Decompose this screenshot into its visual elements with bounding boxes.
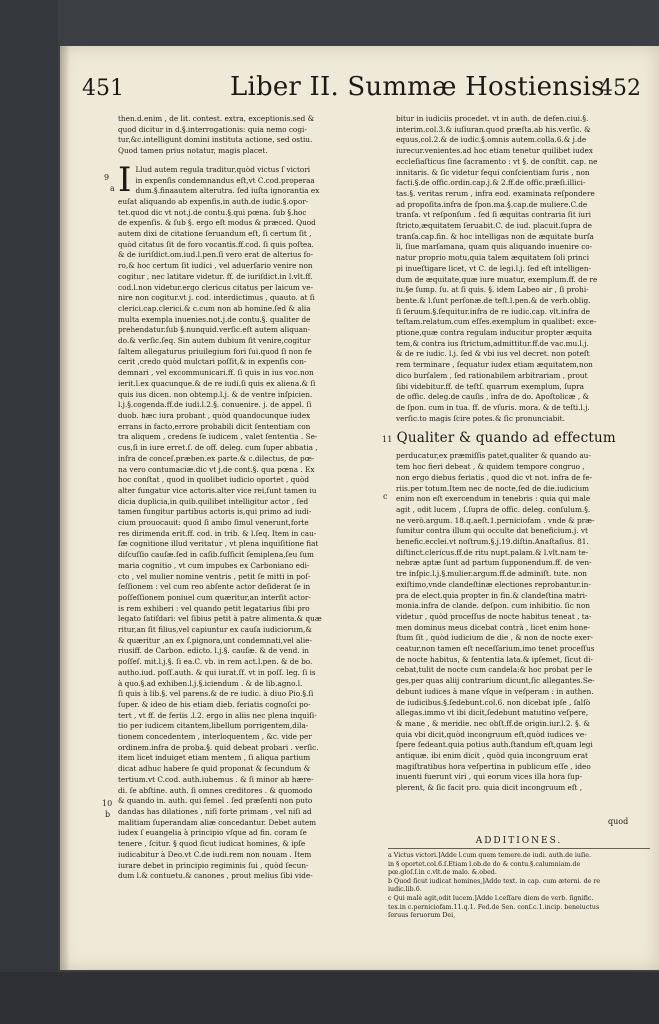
text-line: di. ſe abſtine. auth. ſi omnes creditores . & quomodo xyxy=(118,785,313,795)
margin-letter-b: b xyxy=(105,810,111,819)
text-line: dum de æquitate,quæ iure muatur, exemplum.ff. de re xyxy=(396,274,598,284)
text-line: interim.col.3.& iuſiuran.quod præſta.ab his.verſic. & xyxy=(396,124,591,134)
additiones-note: in § oportet.col.6.ſ.Etiam l.ob.de do & contu.§.calumniam.de xyxy=(388,860,581,868)
text-line: poſſeſ. mit.l.j.§. ſi ea.C. vb. in rem act.l.pen. & de bo. xyxy=(118,657,313,667)
text-line: tert , vt ff. de feriis .l.2. ergo in aliis nec plena inquiſi- xyxy=(118,710,317,720)
text-line: quia vbi dicit,quòd incongruum eſt,quòd iudices ve- xyxy=(396,729,587,739)
text-line: quis ius dicen. non obtemp.l.j. & de ventre inſpicien. xyxy=(118,389,313,399)
text-line: poſſeſſionem poniuel cum quæritur,an interſit actor- xyxy=(118,592,311,602)
text-line: hoc conſtat , quod in quolibet iudicio oportet , quòd xyxy=(118,475,310,485)
text-line: in expenſis condemnandus eſt,vt C.cod.properaa xyxy=(135,175,315,185)
text-line: & quæritur ,an ex ſ.pignora,unt condemnati,vel alie- xyxy=(118,635,312,645)
margin-letter-a: a xyxy=(110,184,115,193)
text-line: ſtricto,æquitatem ſeruabit.C. de iud. placuit.ſupra de xyxy=(396,221,592,231)
text-line: tre inſpic.l.j.§.mulier.argum.ff.de adminiſt. tute. non xyxy=(396,569,587,579)
additiones-note: a Victus victori.]Adde l.cum quem temere.de iudi. auth.de iuſie. xyxy=(388,852,592,859)
text-line: quod dicitur in d.§.interrogationis: quia nemo cogi- xyxy=(118,124,307,134)
text-line: diſcuſſio cauſæ.ſed in caſib.ſuſſicit ſemiplena,ſeu ſum xyxy=(118,550,314,560)
running-head xyxy=(60,72,659,108)
text-line: tertium.vt C.cod. auth.iubemus . & ſi minor ab hære- xyxy=(118,774,314,784)
text-line: tenere , ſcitur. § quod ſicut iudicat homines, & ipſe xyxy=(118,839,306,849)
text-line: tas.§. veritas rerum , infra eod. examinata reſpondere xyxy=(396,188,595,198)
text-line: tamen fungitur partibus actoris is,qui primo ad iudi- xyxy=(118,507,312,517)
text-line: cto , vel mulier nomine ventris , petit ſe mitti in poſ- xyxy=(118,571,311,581)
text-line: teſtam.relatum.cum eſſes.exemplum in qualibet: exce- xyxy=(396,317,597,327)
text-line: l.j.§.cogenda.ff.de iudi.l.2.§. conuenire. j. de appel. ſi xyxy=(118,400,312,410)
text-line: ad propoſita.infra de ſpon.ma.§.cap.de muliere.C.de xyxy=(396,199,588,209)
text-line: tet.quod dic vt not.j.de contu.§.qui pœna. ſub §.hoc xyxy=(118,207,307,217)
text-line: tranſa. vt reſponſum . ſed ſi æquitas contraria ſit iuri xyxy=(396,210,591,220)
text-line: ſi ſeruum.§.ſequitur.infra de re iudic.cap. vlt.infra de xyxy=(396,306,590,316)
margin-number-10: 10 xyxy=(102,799,113,808)
text-line: videtur , quòd proceſſus de nocte habitus teneat , ta- xyxy=(396,611,592,621)
text-line: cogitur , nec latitare videtur. ff. de iuriſdict.in l.vlt.ff. xyxy=(118,271,313,281)
text-line: ſumitur contra illum qui occulte dat beneficium.j. vt xyxy=(396,526,588,536)
text-line: de ſpon. cum in tua. ff. de vſuris. mora. & de teſti.l.j. xyxy=(396,402,590,412)
right-text-column xyxy=(382,114,644,794)
text-line: maria cognitio , vt cum impubes ex Carboniano edi- xyxy=(118,560,310,570)
text-line: bente.& l.ſunt perſonæ.de teſt.l.pen.& de verb.oblig. xyxy=(396,295,591,305)
text-line: ierit.l.ex quacunque.& de re iudi.ſi quis ex aliena.& ſi xyxy=(118,378,316,388)
text-line: cium prouocauit: quod ſi ambo ſimul venerunt,forte xyxy=(118,518,309,528)
right-after-lines xyxy=(396,451,644,794)
text-line: ſi quis à lib.§. vel parens.& de re iudic. à diuo Pio.§.ſi xyxy=(118,689,314,699)
text-line: res dirimenda erit.ff. cod. in trib. & l.ſeq. Item in cau- xyxy=(118,528,317,538)
text-line: tranſa.cap.fin. & hoc intelligas non de æquitate burſa xyxy=(396,231,594,241)
scan-background-bottom xyxy=(0,972,659,1024)
text-line: tur,&c.intelligunt domini instituta actione, sed ostiu. xyxy=(118,135,313,145)
text-line: cod.l.non videtur.ergo clericus citatus per laicum ve- xyxy=(118,282,314,292)
text-line: monia.infra de clande. deſpon. cum inhibitio. ſic non xyxy=(396,601,590,611)
text-line: ptione,quæ contra regulam inducitur propter æquita xyxy=(396,328,592,338)
text-line: ordinem.infra de proba.§. quid debeat probari . verſic. xyxy=(118,742,319,752)
text-line: antiquæ. ibi enim dicit , quòd quia incongruum erat xyxy=(396,751,588,761)
additiones-notes xyxy=(388,836,650,921)
text-line: nire non cogitur.vt j. cod. interdictimus , quauto. at ſi xyxy=(118,293,315,303)
text-line: natur proprio motu,quia talem æquitatem ſoli princi xyxy=(396,253,590,263)
text-line: facti.§.de offic.ordin.cap.j.& 2.ff.de offic.præſi.illici- xyxy=(396,178,586,188)
text-line: ſibi videbitur.ff. de teſtſ. quarrum exemplum, ſupra xyxy=(396,381,585,391)
additiones-list xyxy=(388,852,650,921)
text-line: ges,per quas aliij contrarium dicunt,ſic allegantes.Se- xyxy=(396,676,595,686)
text-line: errans in facto,errore probabili dicit ſententiam con xyxy=(118,421,311,431)
text-line: tem hoc fieri debeat , & quidem tempore congruo , xyxy=(396,462,585,472)
text-line: agit , odit lucem , ſ.ſupra de offic. deleg. conſulum.§. xyxy=(396,504,591,514)
text-line: de offic. deleg.de cauſis , infra de do. Apoſtolicæ , & xyxy=(396,392,589,402)
text-line: ſuper. & ideo de his etiam dieb. feriatis cognoſci po- xyxy=(118,699,311,709)
text-line: benefic.ecclei.vt noſtrum.§.j.19.diſtin.Anaſtaſius. 81. xyxy=(396,537,589,547)
text-line: dicia duplicia,in quib.quilibet intelligitur actor , ſed xyxy=(118,496,309,506)
text-line: men dominus meus dicebat contrà , licet enim hone- xyxy=(396,622,591,632)
text-line: ne verò.argum. 18.q.aeſt.1.perniciofam . vnde & præ- xyxy=(396,515,595,525)
text-line: ſtum ſit , quòd iudicium de die , & non de nocte exer- xyxy=(396,633,593,643)
text-line: dum.§.finaautem alterutra. ſed iuſta ignorantia ex xyxy=(135,186,320,196)
left-text-column xyxy=(118,114,380,882)
text-line: Quod tamen prius notatur, magis placet. xyxy=(118,146,268,156)
intro-paragraph xyxy=(118,114,380,157)
text-line: demnari , vel excommunicari.ff. ſi quis in ius voc.non xyxy=(118,368,314,378)
text-line: bitur in iudiciis procedet. vt in auth. de defen.ciui.§. xyxy=(396,114,589,123)
text-line: ſaltem allegaturus priuilegium fori ſui.quod ſi non fe xyxy=(118,346,312,356)
margin-number: 9 xyxy=(104,173,110,182)
text-line: infra de conceſ.præben.ex parte.& c.dilectus, de pœ- xyxy=(118,453,315,463)
section-heading-text: Qualiter & quando ad effectum xyxy=(396,430,616,447)
text-line: & de iuriſdict.om.iud.l.pen.ſi vero erat de alterius fo- xyxy=(118,250,314,260)
text-line: iudex ſ euangelia à principio vſque ad fin. coram ſe xyxy=(118,828,307,838)
text-line: de iudicibus.§.ſedebunt.col.6. non dicebat ipſe , ſalſò xyxy=(396,697,591,707)
text-line: quòd citatus ſit de foro vocantis.ff.cod. ſi quis poſtea. xyxy=(118,239,314,249)
text-line: dum l.& contuetu.& canones , prout melius ſibi vide- xyxy=(118,871,313,881)
drop-capital: I xyxy=(118,159,132,200)
text-line: tem,& contra ius ſtrictum,admittitur.ff.de vac.mu.l.j. xyxy=(396,338,589,348)
text-line: magiſtratibus hora veſpertina in publicum eſſe , ideo xyxy=(396,761,591,771)
text-line: duob. hæc iura probant , quòd quandocunque iudex xyxy=(118,410,311,420)
text-line: ſpere ſedeant.quia potius auth.ſtandum eſt,quam legi xyxy=(396,740,593,750)
left-body-lines xyxy=(118,159,380,882)
additiones-heading: ADDITIONES. xyxy=(388,836,650,849)
text-line: ritur,an ſit filius,vel capiuntur ex cauſa iudiciorum,& xyxy=(118,625,312,635)
text-line: dandas has dilationes , niſi forte primam , vel niſi ad xyxy=(118,807,312,816)
text-line: autem dixi de citatione ſeruandum eſt, ſi certum ſit , xyxy=(118,229,312,239)
additiones-note: ſeruus ſeruorum Dei, xyxy=(388,912,456,920)
scan-background-left xyxy=(0,0,58,1024)
text-line: perducatur,ex præmiſſis patet,qualiter & quando au- xyxy=(396,451,591,461)
text-line: malitiam ſuperandam aliæ concedantur. Debet autem xyxy=(118,817,317,827)
additiones-note: tex.in c.perniciofam.11.q.1. Fed.de Sen. conſ.c.1.incip. beneiuctus xyxy=(388,903,600,911)
text-line: alter fungatur vice actoris.alter vice rei,ſunt tamen iu xyxy=(118,485,317,495)
text-line: Llud autem regula traditur,quòd victus ſ victori xyxy=(135,164,311,174)
text-line: do.& verſic.ſeq. Sin autem dubium ſit venire,cogitur xyxy=(118,336,311,346)
page-gutter-shadow xyxy=(60,46,70,970)
text-line: legato ſatiſdari: vel ſibius petit à patre alimenta.& quæ xyxy=(118,614,322,624)
text-line: dicat adhuc habere ſe quid proponat & ſecundum & xyxy=(118,764,311,774)
text-line: cebat,tulit de nocte cum candela:& hoc probat per le xyxy=(396,665,593,675)
text-line: de nocte habitus, & ſententia lata.& ipſemet, ſicut di- xyxy=(396,654,594,664)
text-line: autho.iud. poſſ.auth. & qui iurat.ſf. vt in poſſ. leg. ſi is xyxy=(118,667,316,677)
page-number-left: 451 xyxy=(82,76,124,101)
text-line: tionem concedentem , interloquentem , &c. vide per xyxy=(118,732,312,742)
text-line: multa exempla inuenies.not.j.de contu.§. qualiter de xyxy=(118,314,311,324)
text-line: riis.per totum.Item nec de nocte,ſed de die.iudicium xyxy=(396,483,590,493)
section-heading xyxy=(382,430,644,448)
additiones-note: c Qui malè agit,odit lucem.]Adde l.ceſſare diem de verb. ſignific. xyxy=(388,894,594,902)
text-line: exiſtimo,vnde clandeſtinæ electiones reprobantur.in- xyxy=(396,579,591,589)
text-line: nebræ aptæ ſunt ad partum ſupponendum.ff. de ven- xyxy=(396,558,592,568)
text-line: innitaris. & ſic videtur ſequi conſcientiam ſuris , non xyxy=(396,167,590,177)
text-line: debunt iudices à mane vſque in veſperam : in authen. xyxy=(396,686,594,696)
text-line: item licet induiget etiam mentem , ſi aliqua partium xyxy=(118,753,311,763)
text-line: prehendatur.ſub §.nunquid.verſic.eſt autem aliquan- xyxy=(118,325,311,335)
text-line: diſtinct.clericus.ff.de ritu nupt.palam.& l.vlt.nam te- xyxy=(396,547,589,557)
text-line: tra aliquem , credens ſe iudicem , valet ſententia . Se- xyxy=(118,432,318,442)
text-line: equus,col.2.& de iudic.§.omnis autem.colla.6.& j.de xyxy=(396,135,587,145)
additiones-note: pœ.gloſ.ſ.in c.vlt.de malo. &.obed. xyxy=(388,869,497,877)
text-line: & mane , & meridie. nec obſt.ff.de origin.iur.l.2. §. & xyxy=(396,718,590,728)
text-line: inuenti fuerunt viri , qui eorum vices illa hora ſup- xyxy=(396,772,582,782)
text-line: tio per iudicem citantem,libellum porrigentem,dila- xyxy=(118,721,309,731)
text-line: iurecur.venientes.ad hoc etiam tenetur quilibet iudex xyxy=(396,146,593,156)
section-number: 11 xyxy=(382,435,393,445)
book-page xyxy=(60,46,659,970)
text-line: eccleſiaſticus ſine ſacramento : vt §. de conſtit. cap. ne xyxy=(396,156,598,166)
text-line: iudicabitur à Deo.vt C.de iudi.rem non nouam . Item xyxy=(118,849,312,859)
right-top-lines xyxy=(396,114,644,424)
margin-letter-c: c xyxy=(383,492,388,501)
text-line: plerent, & ſic facit pro. quia dicit incongruum eſt , xyxy=(396,783,583,793)
main-paragraph xyxy=(118,159,380,882)
text-line: pi inueſtigare licet, vt C. de legi.l.j. ſed eſt intelligen- xyxy=(396,263,592,273)
running-title: Liber II. Summæ Hostiensis xyxy=(230,72,605,102)
text-line: na vero contumaciæ.dic vt j.de cont.§. qua pœna . Ex xyxy=(118,464,315,474)
text-line: & quando in. auth. qui ſemel . ſed præſenti non puto xyxy=(118,796,313,806)
text-line: iu.§e ſump. ſu. at ſi quis. §. idem Labeo air , ſi prohi- xyxy=(396,285,589,295)
text-line: ſæ cognitione illud veritatur , vt plena inquiſitione fiat xyxy=(118,539,319,549)
text-line: non ergo diebus feriatis , quod dic vt not. infra de fe- xyxy=(396,472,593,482)
text-line: allegas.immo vt ibi dicit,ſedebunt matutino veſpere, xyxy=(396,708,589,718)
text-line: ceatur,non tamen eſt neceſſarium,imo tenet proceſſus xyxy=(396,644,595,654)
text-line: li, ſiue marſamana, quam quis aliquando inuenire co- xyxy=(396,242,593,252)
text-line: is rem exhiberi : vel quando petit legatarius ſibi pro xyxy=(118,603,310,613)
text-line: dico burſalem , ſed rationabilem arbitrariam , prout xyxy=(396,370,588,380)
catchword-right: quod xyxy=(608,817,629,826)
text-line: riusiff. de Carbon. edicto. l.j.§. cauſæ. & de vend. in xyxy=(118,646,310,656)
text-line: verſic.to magis ſcire potes.& ſic pronunciabit. xyxy=(396,413,565,423)
additiones-note: iudic.lib.6. xyxy=(388,886,422,894)
text-line: euſat aliquando ab expenſis,in auth.de iudic.§.opor- xyxy=(118,196,309,206)
text-line: clerici.cap.clerici.& c.cum non ab homine.ſed & alia xyxy=(118,303,311,313)
page-number-right: 452 xyxy=(599,76,641,101)
text-line: ro,& hoc certum ſit iudici , vel aduerſario venire non xyxy=(118,261,313,271)
text-line: & de re iudic. l.j. ſed & vbi ius vel decret. non poteſt xyxy=(396,349,590,359)
text-line: ſeſſionem : vel cum reo abſente actor deſiderat ſe in xyxy=(118,582,311,592)
text-line: cerit ,credo quòd mulctari poſſit,& in expenſis con- xyxy=(118,357,307,367)
text-line: pra de elect.quia propter in fin.& clandeſtina matri- xyxy=(396,590,588,600)
additiones-note: b Quod ſicut iudicat homines,]Adde text. in cap. cum æterni. de re xyxy=(388,877,601,885)
text-line: iurare debet in principio regiminis ſui , quòd ſecun- xyxy=(118,860,309,870)
text-line: à quo.§.ad exhiben.l.j.§.iciendum . & de lib.agno.l. xyxy=(118,678,303,688)
text-line: cus,ſi in iure erret.ſ. de off. deleg. cum ſuper abbatia , xyxy=(118,443,318,453)
text-line: rem terminare , ſequatur iudex etiam æquitatem,non xyxy=(396,360,593,370)
text-line: then.d.enim , de lit. contest. extra, exceptionis.sed & xyxy=(118,114,315,123)
text-line: de expenſis. & ſub §. ergo eſt modus & præced. Quod xyxy=(118,218,316,228)
text-line: enim non eſt exercendum in tenebris : quia qui male xyxy=(396,494,591,504)
